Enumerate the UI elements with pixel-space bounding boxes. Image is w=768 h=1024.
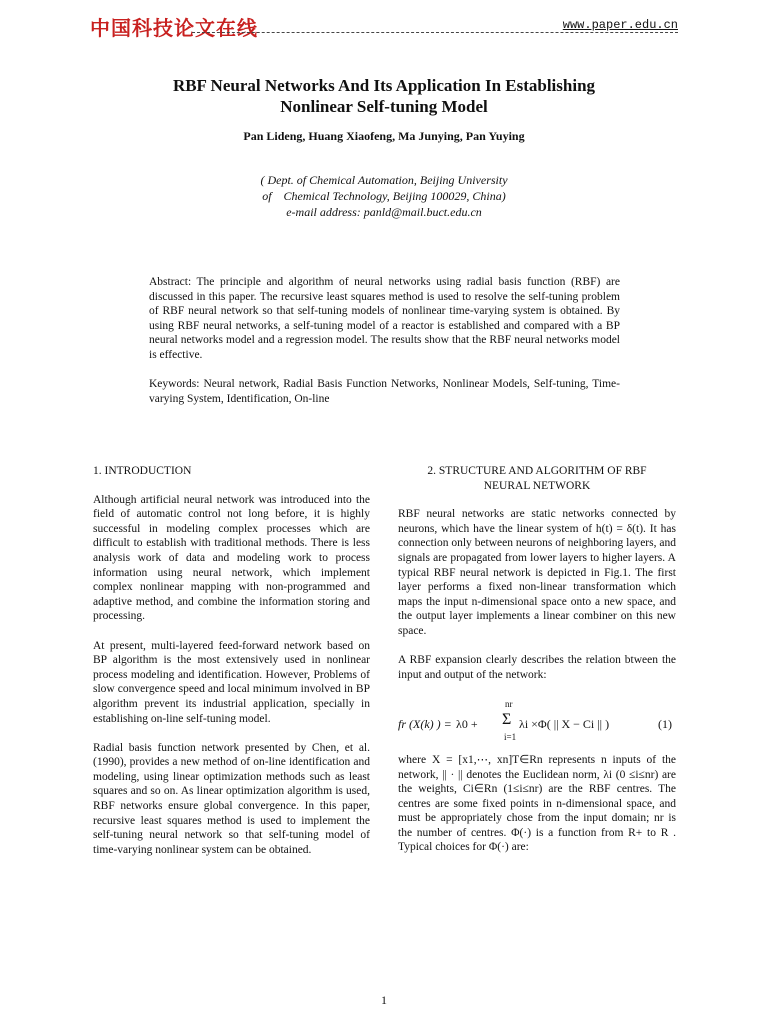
equation-rhs-rest: λi ×Φ( || X − Ci || ) — [519, 716, 610, 731]
intro-paragraph: Although artificial neural network was introduced into the field of automatic control not long before, it is highly successful in modeling complex processes which are difficult to establish with traditional methods. There is less analysis work of data and modeling work to process information using neural network, which implement complex nonlinear mapping with non-programmed and adaptive method, and combine the information storing and processing. — [93, 493, 370, 623]
header-url[interactable]: www.paper.edu.cn — [559, 18, 678, 32]
left-column — [93, 464, 370, 872]
page-number: 1 — [381, 993, 387, 1007]
title-line-2: Nonlinear Self-tuning Model — [280, 97, 488, 116]
paper-title — [0, 75, 768, 117]
structure-paragraph: RBF neural networks are static networks connected by neurons, which have the linear system of h(t) = δ(t). It has connection only between neurons of neighboring layers, and signals are propagated from lower layers to higher layers. A typical RBF neural network is depicted in Fig.1. The first layer performs a fixed non-linear transformation which maps the input n-dimensional space onto a new space, and the output layer implements a linear combiner on this new space. — [398, 508, 676, 637]
equation-lhs: fr (X(k) ) = — [398, 716, 452, 731]
sum-sign: Σ — [502, 710, 512, 728]
intro-paragraph: At present, multi-layered feed-forward network based on BP algorithm is the most extensively used in nonlinear process modeling and identification. However, Problems of slow convergence speed and local minimum involved in BP algorithm prevent its industrial application, specially in establishing on-line self-tuning model. — [93, 639, 370, 725]
authors: Pan Lideng, Huang Xiaofeng, Ma Junying, Pan Yuying — [243, 129, 525, 143]
equation-1 — [398, 697, 676, 742]
right-column — [398, 464, 676, 870]
section-heading-introduction: 1. INTRODUCTION — [93, 465, 192, 477]
affiliation-line-2: of Chemical Technology, Beijing 100029, China) — [262, 189, 506, 203]
equation-rhs-start: λ0 + — [456, 716, 478, 731]
affiliation-line-1: ( Dept. of Chemical Automation, Beijing University — [260, 173, 508, 187]
section-heading-line-2: NEURAL NETWORK — [483, 479, 591, 492]
intro-paragraph: Radial basis function network presented by Chen, et al. (1990), provides a new method of on-line identification and modeling, using linear optimization methods such as least squares and so on. As linear optimization algorithm is used, RBF networks ensure global convergence. In this paper, recursive least squares method is used to implement the self-tuning neural network so that self-tuning model of time-varying nonlinear system can be obtained. — [93, 741, 370, 856]
title-line-1: RBF Neural Networks And Its Application In Establishing — [172, 76, 596, 95]
header-divider — [192, 32, 678, 33]
site-logo: 中国科技论文在线 — [90, 16, 258, 40]
sum-lower-limit: i=1 — [504, 731, 517, 742]
structure-paragraph: where X = [x1,⋯, xn]T∈Rn represents n inputs of the network, || · || denotes the Euclidean norm, λi (0 ≤i≤nr) are the weights, Ci∈Rn (1≤i≤nr) are the RBF centres. The centres are some fixed points in n-dimensional space, and must be appropriately chose from the input domain; nr is the number of centres. Φ(·) is a function from R+ to R . Typical choices for Φ(·) are: — [398, 753, 676, 854]
sum-upper-limit: nr — [505, 698, 513, 709]
equation-number: (1) — [658, 716, 672, 731]
keywords: Keywords: Neural network, Radial Basis Function Networks, Nonlinear Models, Self-tuning, Time-varying System, Identification, On-line — [149, 378, 620, 405]
section-heading-line-1: 2. STRUCTURE AND ALGORITHM OF RBF — [427, 465, 647, 477]
section-heading-structure — [398, 464, 676, 493]
structure-paragraph: A RBF expansion clearly describes the relation btween the input and output of the network: — [398, 654, 676, 681]
abstract: Abstract: The principle and algorithm of neural networks using radial basis function (RBF) are discussed in this paper. The recursive least squares method is used to resolve the self-tuning problem of RBF neural network so that self-tuning models of nonlinear time-varying system is obtained. By using RBF neural networks, a self-tuning model of a reactor is established and compared with a BP neural networks model and a regression model. The results show that the RBF neural networks model is effective. — [149, 276, 620, 361]
affiliation — [0, 172, 768, 220]
affiliation-email: e-mail address: panld@mail.buct.edu.cn — [286, 205, 482, 219]
